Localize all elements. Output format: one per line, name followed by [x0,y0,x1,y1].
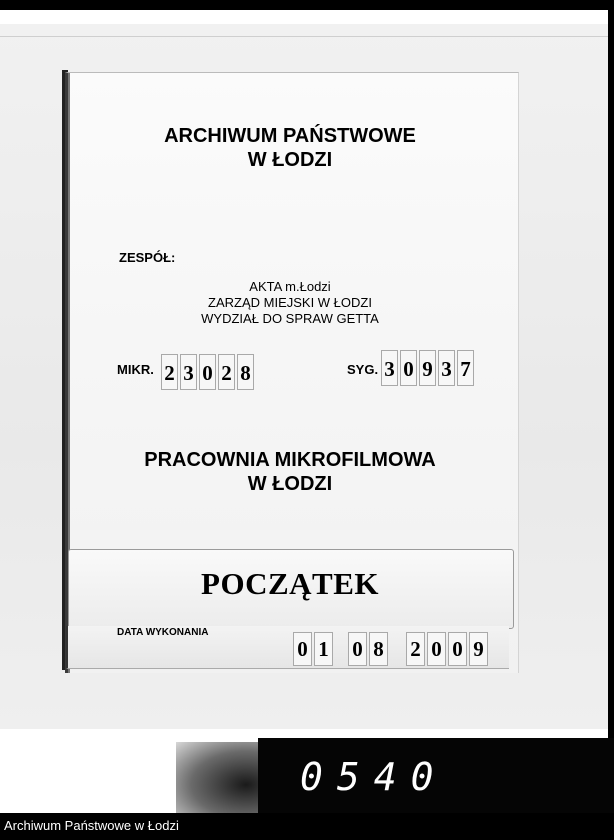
workshop-title [65,448,515,496]
date-day-digit: 1 [314,632,333,666]
date-year-digit: 0 [427,632,446,666]
start-label: POCZĄTEK [201,566,379,601]
date-month [348,632,390,666]
syg-digit: 3 [381,350,398,386]
syg-digit: 3 [438,350,455,386]
date-day [293,632,335,666]
workshop-title-line1: PRACOWNIA MIKROFILMOWA [144,449,436,471]
mikr-label: MIKR. [117,362,154,377]
fonds-line3: WYDZIAŁ DO SPRAW GETTA [201,311,379,326]
footer-caption: Archiwum Państwowe w Łodzi [4,818,179,833]
archive-title-line2: W ŁODZI [247,149,333,171]
mikr-digit: 0 [199,354,216,390]
syg-digit: 0 [400,350,417,386]
workshop-title-line2: W ŁODZI [247,473,333,495]
mikr-digit: 2 [161,354,178,390]
date-year-digit: 9 [469,632,488,666]
syg-digit: 9 [419,350,436,386]
date-day-digit: 0 [293,632,312,666]
film-border-top [0,0,614,10]
syg-number [381,350,476,386]
zespol-label: ZESPÓŁ: [119,250,176,265]
mikr-digit: 3 [180,354,197,390]
fonds-line1: AKTA m.Łodzi [249,279,331,294]
plate-edge-line [0,36,608,37]
mikr-digit: 2 [218,354,235,390]
archive-title-line1: ARCHIWUM PAŃSTWOWE [164,125,416,147]
mikr-number [161,354,256,390]
date-year-digit: 2 [406,632,425,666]
syg-label: SYG. [347,362,379,377]
film-border-right [608,0,614,813]
fonds-line2: ZARZĄD MIEJSKI W ŁODZI [208,295,372,310]
date-month-digit: 0 [348,632,367,666]
frame-number: 0540 [300,755,448,799]
date-year [406,632,490,666]
date-month-digit: 8 [369,632,388,666]
archive-title [65,124,515,172]
mikr-digit: 8 [237,354,254,390]
fonds-description [65,279,515,327]
date-year-digit: 0 [448,632,467,666]
syg-digit: 7 [457,350,474,386]
date-label: DATA WYKONANIA [117,627,209,638]
